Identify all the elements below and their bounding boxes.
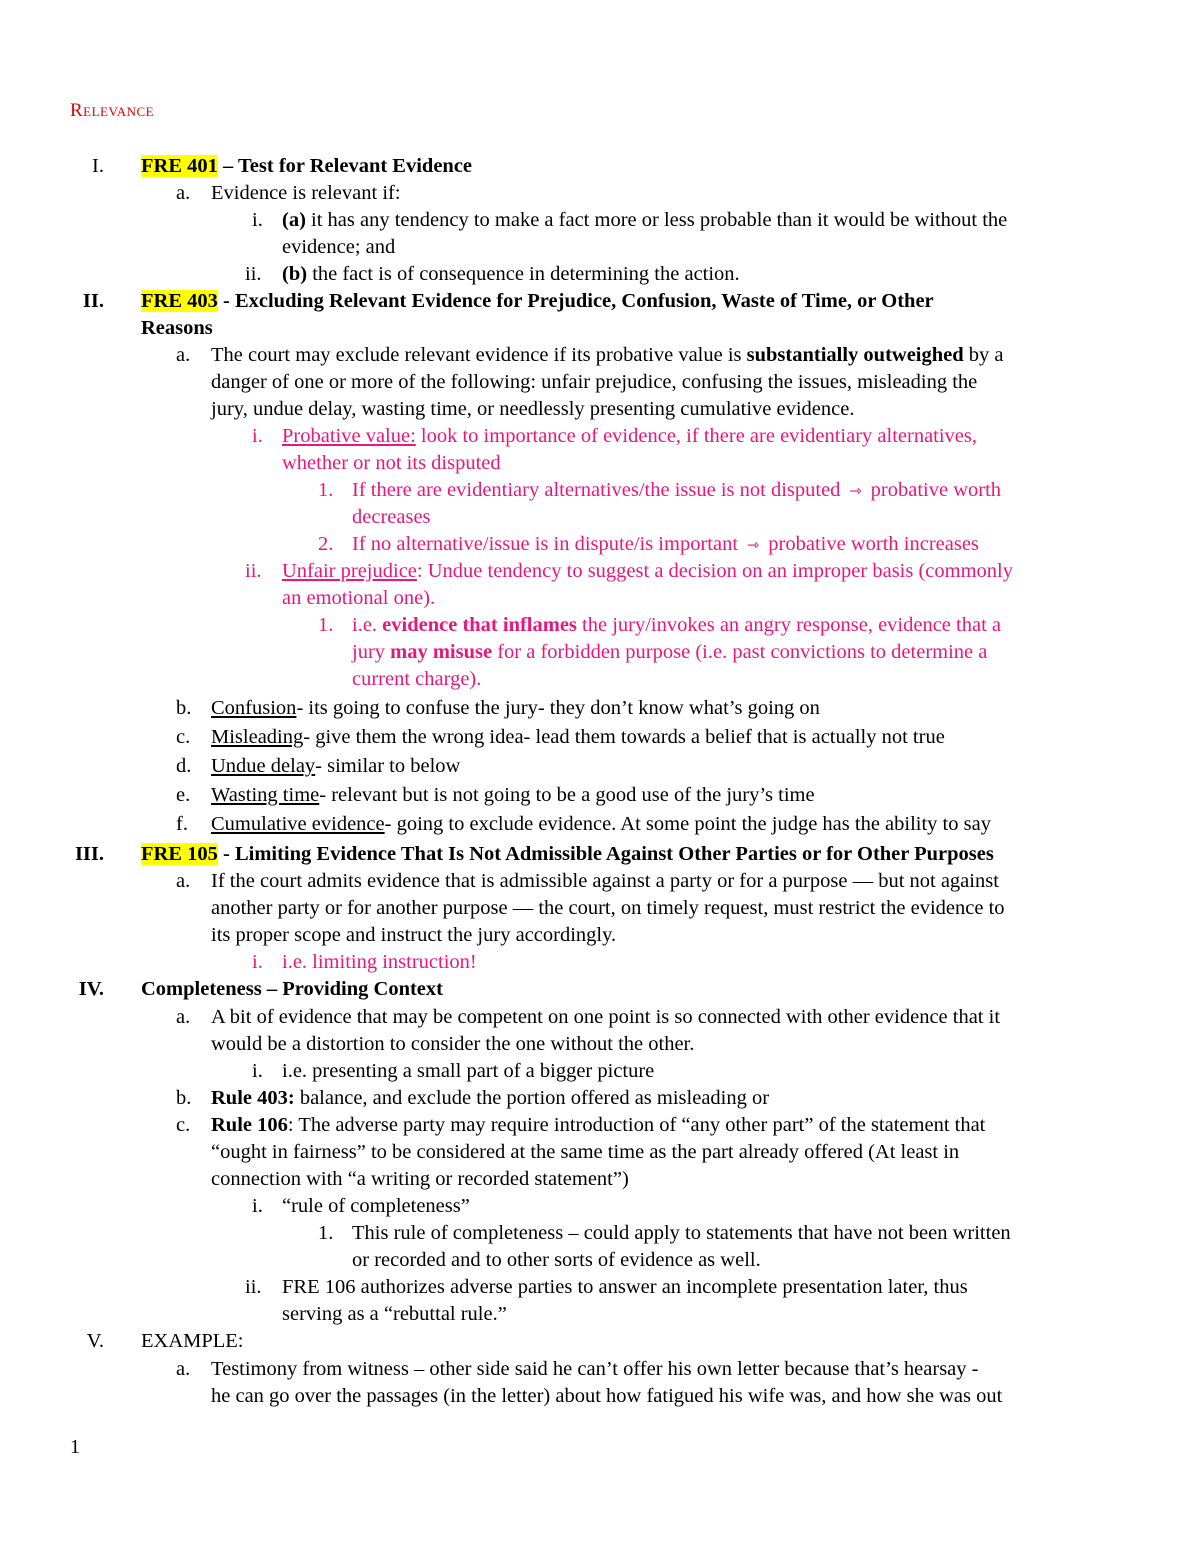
list-item-text: its proper scope and instruct the jury accordingly. bbox=[211, 924, 617, 946]
note-probative-value: Probative value: look to importance of evidence, if there are evidentiary alternatives, bbox=[282, 425, 978, 447]
list-item-text: Undue delay- similar to below bbox=[211, 755, 461, 777]
list-marker: f. bbox=[176, 813, 188, 835]
roman-numeral-4: IV. bbox=[78, 978, 104, 1000]
list-marker: i. bbox=[252, 209, 263, 231]
list-item-text: connection with “a writing or recorded statement”) bbox=[211, 1168, 629, 1190]
list-marker: b. bbox=[176, 697, 192, 719]
list-marker: a. bbox=[176, 1358, 191, 1380]
list-item-text: danger of one or more of the following: unfair prejudice, confusing the issues, misleading the bbox=[211, 371, 978, 393]
heading-fre-401: FRE 401 – Test for Relevant Evidence bbox=[141, 155, 473, 177]
list-marker: 1. bbox=[318, 1222, 334, 1244]
list-marker: a. bbox=[176, 182, 191, 204]
list-item-text: “rule of completeness” bbox=[282, 1195, 470, 1217]
heading-fre-105: FRE 105 - Limiting Evidence That Is Not Admissible Against Other Parties or for Other Purposes bbox=[141, 843, 994, 865]
list-item-text: i.e. presenting a small part of a bigger picture bbox=[282, 1060, 655, 1082]
heading-completeness: Completeness – Providing Context bbox=[141, 978, 443, 1000]
note-text: If no alternative/issue is in dispute/is important ⇾ probative worth increases bbox=[352, 531, 979, 560]
list-item-text: A bit of evidence that may be competent on one point is so connected with other evidence that it bbox=[211, 1006, 1001, 1028]
list-marker: ii. bbox=[245, 1276, 262, 1298]
list-item-text: The court may exclude relevant evidence if its probative value is substantially outweighed by a bbox=[211, 344, 1004, 366]
list-marker: ii. bbox=[245, 560, 262, 582]
list-marker: 2. bbox=[318, 533, 334, 555]
list-marker: a. bbox=[176, 870, 191, 892]
arrow-icon: ⇾ bbox=[849, 484, 862, 500]
list-marker: a. bbox=[176, 1006, 191, 1028]
list-item-text: Confusion- its going to confuse the jury- they don’t know what’s going on bbox=[211, 697, 820, 719]
list-marker: b. bbox=[176, 1087, 192, 1109]
heading-fre-403-cont: Reasons bbox=[141, 317, 213, 339]
section-title: Relevance bbox=[70, 100, 155, 121]
note-text: decreases bbox=[352, 506, 431, 528]
rule-highlight: FRE 401 bbox=[141, 155, 218, 177]
note-unfair-prejudice: Unfair prejudice: Undue tendency to suggest a decision on an improper basis (commonly bbox=[282, 560, 1013, 582]
list-item-text: (a) it has any tendency to make a fact more or less probable than it would be without the bbox=[282, 209, 1008, 231]
list-marker: c. bbox=[176, 726, 191, 748]
note-text: current charge). bbox=[352, 668, 482, 690]
list-marker: 1. bbox=[318, 479, 334, 501]
heading-example: EXAMPLE: bbox=[141, 1330, 244, 1352]
list-marker: a. bbox=[176, 344, 191, 366]
roman-numeral-1: I. bbox=[92, 155, 104, 177]
list-marker: e. bbox=[176, 784, 191, 806]
list-marker: ii. bbox=[245, 263, 262, 285]
page-number: 1 bbox=[70, 1436, 80, 1458]
list-item-text: would be a distortion to consider the one without the other. bbox=[211, 1033, 695, 1055]
list-item-text: Rule 106: The adverse party may require introduction of “any other part” of the statement that bbox=[211, 1114, 986, 1136]
list-item-text: jury, undue delay, wasting time, or needlessly presenting cumulative evidence. bbox=[211, 398, 855, 420]
list-marker: 1. bbox=[318, 614, 334, 636]
note-text: i.e. limiting instruction! bbox=[282, 951, 477, 973]
list-item-text: Wasting time- relevant but is not going to be a good use of the jury’s time bbox=[211, 784, 815, 806]
list-item-text: serving as a “rebuttal rule.” bbox=[282, 1303, 507, 1325]
list-item-text: Rule 403: balance, and exclude the portion offered as misleading or bbox=[211, 1087, 770, 1109]
list-item-text: Evidence is relevant if: bbox=[211, 182, 401, 204]
note-text: If there are evidentiary alternatives/the issue is not disputed ⇾ probative worth bbox=[352, 477, 1001, 506]
list-item-text: If the court admits evidence that is admissible against a party or for a purpose — but not against bbox=[211, 870, 999, 892]
list-item-text: Testimony from witness – other side said he can’t offer his own letter because that’s hearsay - bbox=[211, 1358, 979, 1380]
list-item-text: he can go over the passages (in the letter) about how fatigued his wife was, and how she was out bbox=[211, 1385, 1003, 1407]
list-marker: c. bbox=[176, 1114, 191, 1136]
rule-highlight: FRE 105 bbox=[141, 843, 218, 865]
list-item-text: Misleading- give them the wrong idea- lead them towards a belief that is actually not true bbox=[211, 726, 945, 748]
note-text: i.e. evidence that inflames the jury/invokes an angry response, evidence that a bbox=[352, 614, 1001, 636]
list-item-text: (b) the fact is of consequence in determining the action. bbox=[282, 263, 740, 285]
note-text: an emotional one). bbox=[282, 587, 436, 609]
list-item-text: This rule of completeness – could apply to statements that have not been written bbox=[352, 1222, 1011, 1244]
roman-numeral-5: V. bbox=[86, 1330, 104, 1352]
list-marker: i. bbox=[252, 425, 263, 447]
arrow-icon: ⇾ bbox=[746, 538, 760, 554]
list-marker: i. bbox=[252, 1060, 263, 1082]
list-item-text: or recorded and to other sorts of evidence as well. bbox=[352, 1249, 761, 1271]
note-text: whether or not its disputed bbox=[282, 452, 501, 474]
list-item-text: evidence; and bbox=[282, 236, 396, 258]
rule-highlight: FRE 403 bbox=[141, 290, 218, 312]
roman-numeral-3: III. bbox=[74, 843, 104, 865]
list-item-text: Cumulative evidence- going to exclude evidence. At some point the judge has the ability to say bbox=[211, 813, 991, 835]
roman-numeral-2: II. bbox=[82, 290, 104, 312]
list-marker: i. bbox=[252, 951, 263, 973]
list-item-text: FRE 106 authorizes adverse parties to answer an incomplete presentation later, thus bbox=[282, 1276, 968, 1298]
list-marker: i. bbox=[252, 1195, 263, 1217]
list-marker: d. bbox=[176, 755, 192, 777]
note-text: jury may misuse for a forbidden purpose (i.e. past convictions to determine a bbox=[352, 641, 988, 663]
list-item-text: another party or for another purpose — the court, on timely request, must restrict the evidence to bbox=[211, 897, 1005, 919]
list-item-text: “ought in fairness” to be considered at the same time as the part already offered (At least in bbox=[211, 1141, 960, 1163]
heading-fre-403: FRE 403 - Excluding Relevant Evidence for Prejudice, Confusion, Waste of Time, or Other bbox=[141, 290, 934, 312]
